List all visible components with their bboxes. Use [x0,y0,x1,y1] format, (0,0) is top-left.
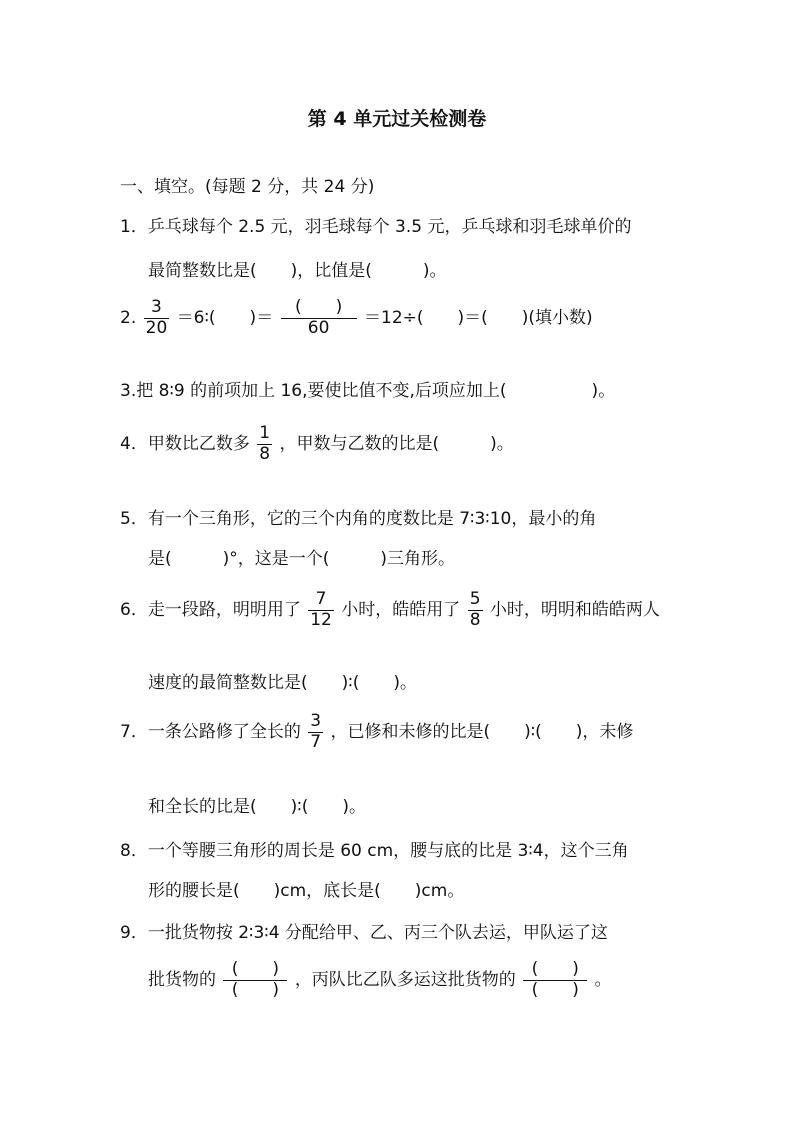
question-7-line-1 [120,712,633,752]
question-7-line-2: 和全长的比是( )∶( )。 [148,797,366,817]
question-5-line-2: 是( )°，这是一个( )三角形。 [148,549,456,569]
question-6-line-2: 速度的最简整数比是( )∶( )。 [148,673,417,693]
fraction-denominator: 8 [259,443,271,464]
fraction-blank-2 [523,960,587,1000]
fraction-denominator: 60 [281,318,357,339]
question-9-text-1: 批货物的 [148,970,216,991]
fraction-denominator: ( ) [223,980,287,1001]
question-2-text-1: ＝6∶( )＝ [176,308,274,329]
question-1-line-2: 最简整数比是( )，比值是( )。 [148,261,447,281]
question-6-text-2: 小时，皓皓用了 [341,600,461,621]
fraction-numerator: ( ) [231,959,280,979]
fraction-denominator: 7 [310,731,322,752]
fraction-3-20 [144,298,170,338]
question-3: 3.把 8∶9 的前项加上 16,要使比值不变,后项应加上( )。 [120,381,616,401]
question-6-line-1 [120,590,660,630]
fraction-blank-60 [281,298,357,338]
fraction-numerator: 1 [259,423,271,443]
fraction-1-8 [257,424,272,464]
question-4 [120,424,514,464]
fraction-numerator: ( ) [531,959,579,979]
question-7-text-2: ，已修和未修的比是( )∶( )，未修 [330,722,634,743]
fraction-5-8 [468,590,483,630]
fraction-blank-1 [223,960,287,1000]
section-heading: 一、填空。(每题 2 分，共 24 分) [120,177,375,197]
fraction-numerator: 3 [151,297,162,317]
question-8-line-2: 形的腰长是( )cm，底长是( )cm。 [148,881,465,901]
question-6-text-3: 小时，明明和皓皓两人 [489,600,660,621]
fraction-numerator: ( ) [294,297,343,317]
question-8-line-1: 8．一个等腰三角形的周长是 60 cm，腰与底的比是 3∶4，这个三角 [120,841,629,861]
fraction-denominator: 12 [310,609,332,630]
question-2-text-2: ＝12÷( )＝( )(填小数) [364,308,593,329]
fraction-numerator: 3 [310,711,322,731]
question-5-line-1: 5．有一个三角形，它的三个内角的度数比是 7∶3∶10，最小的角 [120,509,597,529]
question-7-text-1: 7．一条公路修了全长的 [120,722,301,743]
question-9-text-2: ，丙队比乙队多运这批货物的 [294,970,516,991]
fraction-denominator: 20 [145,317,168,338]
fraction-denominator: 8 [469,609,481,630]
page-title: 第 4 单元过关检测卷 [307,108,487,130]
question-1-line-1: 1．乒乓球每个 2.5 元，羽毛球每个 3.5 元，乒乓球和羽毛球单价的 [120,217,632,237]
fraction-denominator: ( ) [523,980,587,1001]
question-9-text-3: 。 [594,970,612,991]
question-4-text-1: 4．甲数比乙数多 [120,434,250,455]
fraction-3-7 [308,712,323,752]
fraction-numerator: 7 [315,589,327,609]
fraction-7-12 [308,590,334,630]
question-6-text-1: 6．走一段路，明明用了 [120,600,301,621]
fraction-numerator: 5 [469,589,481,609]
question-9-line-1: 9．一批货物按 2∶3∶4 分配给甲、乙、丙三个队去运，甲队运了这 [120,923,608,943]
question-2 [120,298,593,338]
question-2-number: 2. [120,308,137,329]
question-9-line-2 [148,960,612,1000]
question-4-text-2: ，甲数与乙数的比是( )。 [279,434,514,455]
